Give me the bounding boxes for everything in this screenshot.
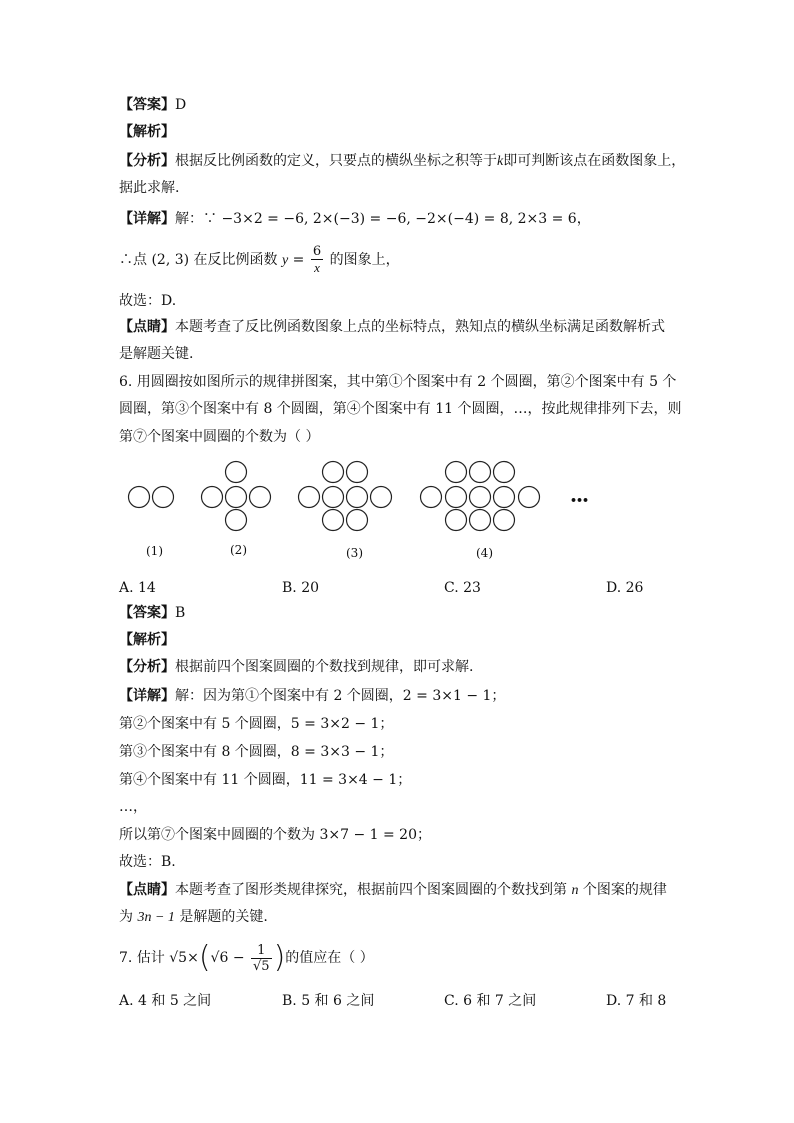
- q7-stem-line: [119, 938, 374, 978]
- q6-step-2: 第②个图案中有 5 个圆圈，5 = 3×2 − 1；: [119, 716, 394, 732]
- q5-xiangjie-line: [119, 210, 591, 228]
- therefore-eq: =: [288, 252, 309, 268]
- analysis-tag: 【解析】: [119, 124, 175, 140]
- pattern-4-circle: [494, 487, 515, 508]
- figure-label-1: (1): [146, 544, 163, 558]
- pattern-3-circle: [347, 462, 368, 483]
- xiangjie-tag: 【详解】: [119, 688, 175, 704]
- dianjing-text-1a: 本题考查了图形类规律探究，根据前四个图案圆圈的个数找到第: [175, 882, 572, 898]
- fraction-numerator: 6: [312, 244, 322, 259]
- dianjing-text-2a: 为: [119, 909, 138, 925]
- right-paren: ): [273, 940, 286, 975]
- pattern-3-circle: [371, 487, 392, 508]
- figure-label-2: (2): [230, 543, 247, 557]
- xiangjie-text: 解：∵ −3×2 = −6, 2×(−3) = −6, −2×(−4) = 8, 2×3 = 6，: [175, 211, 591, 227]
- q5-answer-line: [119, 96, 186, 114]
- xiangjie-text: 解：因为第①个图案中有 2 个圆圈，2 = 3×1 − 1；: [175, 688, 506, 704]
- q7-stem-pre: 7. 估计: [119, 950, 170, 966]
- q5-dianjing-line: [119, 318, 665, 336]
- q6-conclusion: 所以第⑦个图案中圆圈的个数为 3×7 − 1 = 20；: [119, 827, 431, 843]
- pattern-2-circle: [250, 487, 271, 508]
- pattern-3-circle: [347, 510, 368, 531]
- q7-option-b: B. 5 和 6 之间: [282, 993, 375, 1009]
- q5-fenxi-line: [119, 152, 685, 171]
- pattern-4-circle: [494, 510, 515, 531]
- q6-dianjing-line-2: [119, 908, 268, 927]
- pattern-2-circle: [202, 487, 223, 508]
- q7-sqrt5: √5: [169, 950, 188, 966]
- left-paren: (: [198, 940, 211, 975]
- fenxi-tag: 【分析】: [119, 153, 175, 169]
- pattern-3-circle: [323, 510, 344, 531]
- q5-analysis-tag: [119, 123, 175, 141]
- fraction-denominator: x: [314, 260, 320, 275]
- q5-therefore-line: [119, 240, 400, 281]
- pattern-1-circle: [153, 487, 174, 508]
- dianjing-text-1b: 个图案的规律: [578, 882, 667, 898]
- analysis-tag: 【解析】: [119, 632, 175, 648]
- q6-analysis-tag: [119, 631, 175, 649]
- pattern-4-circle: [519, 487, 540, 508]
- fraction-denominator: √5: [253, 958, 270, 974]
- q5-guxuan: 故选：D.: [119, 293, 177, 309]
- dianjing-tag: 【点睛】: [119, 882, 175, 898]
- fenxi-text-2: 即可判断该点在函数图象上，: [503, 153, 686, 169]
- q6-stem-line-1: 6. 用圆圈按如图所示的规律拼图案，其中第①个图案中有 2 个圆圈，第②个图案中有 5 个: [119, 374, 677, 390]
- q7-option-c: C. 6 和 7 之间: [444, 993, 537, 1009]
- q6-option-a: A. 14: [119, 580, 156, 596]
- dianjing-text-1: 本题考查了反比例函数图象上点的坐标特点，熟知点的横纵坐标满足函数解析式: [175, 319, 665, 335]
- q6-xiangjie-line: [119, 687, 505, 705]
- q6-fenxi-line: [119, 658, 473, 676]
- fraction-numerator: 1: [251, 943, 272, 959]
- q6-step-3: 第③个图案中有 8 个圆圈，8 = 3×3 − 1；: [119, 744, 394, 760]
- pattern-3-circle: [323, 487, 344, 508]
- q7-sqrt6: √6: [210, 950, 229, 966]
- pattern-1-circle: [129, 487, 150, 508]
- pattern-4-circle: [494, 462, 515, 483]
- q6-step-4: 第④个图案中有 11 个圆圈，11 = 3×4 − 1；: [119, 772, 412, 788]
- q7-times: ×: [187, 950, 199, 966]
- q7-option-a: A. 4 和 5 之间: [119, 993, 212, 1009]
- pattern-ellipsis: •••: [570, 494, 589, 507]
- q6-dianjing-line: [119, 881, 667, 900]
- q6-guxuan: 故选：B.: [119, 854, 176, 870]
- q6-option-b: B. 20: [282, 580, 320, 596]
- answer-tag: 【答案】: [119, 97, 175, 113]
- pattern-3-circle: [323, 462, 344, 483]
- q7-option-d: D. 7 和 8: [606, 993, 667, 1009]
- q6-stem-line-2: 圆圈，第③个图案中有 8 个圆圈，第④个图案中有 11 个圆圈，…，按此规律排列下去，则: [119, 401, 682, 417]
- fenxi-tag: 【分析】: [119, 659, 175, 675]
- pattern-2-circle: [226, 510, 247, 531]
- fenxi-text: 根据前四个图案圆圈的个数找到规律，即可求解.: [175, 659, 474, 675]
- q6-answer-line: [119, 604, 185, 622]
- answer-value: B: [175, 605, 186, 621]
- q7-minus: −: [228, 950, 250, 966]
- pattern-2-circle: [226, 462, 247, 483]
- answer-tag: 【答案】: [119, 605, 175, 621]
- pattern-3-circle: [299, 487, 320, 508]
- pattern-2-circle: [226, 487, 247, 508]
- fraction-6-over-x: [311, 244, 323, 276]
- pattern-4-circle: [446, 510, 467, 531]
- pattern-4-circle: [470, 487, 491, 508]
- q6-stem-line-3: 第⑦个图案中圆圈的个数为（ ）: [119, 429, 320, 445]
- q6-option-c: C. 23: [444, 580, 481, 596]
- dianjing-tag: 【点睛】: [119, 319, 175, 335]
- pattern-4-circle: [446, 462, 467, 483]
- dianjing-n: n: [571, 883, 579, 898]
- xiangjie-tag: 【详解】: [119, 211, 175, 227]
- pattern-4-circle: [421, 487, 442, 508]
- therefore-post: 的图象上，: [325, 252, 400, 268]
- fenxi-text-1: 根据反比例函数的定义，只要点的横纵坐标之积等于: [175, 153, 497, 169]
- dianjing-text-2b: 是解题的关键.: [174, 909, 268, 925]
- pattern-3-circle: [347, 487, 368, 508]
- figure-label-4: (4): [476, 546, 493, 560]
- therefore-pre: ∴点 (2, 3) 在反比例函数: [119, 252, 282, 268]
- pattern-4-circle: [470, 462, 491, 483]
- q5-fenxi-line-2: 据此求解.: [119, 180, 180, 196]
- fraction-1-over-sqrt5: [251, 943, 272, 974]
- pattern-4-circle: [446, 487, 467, 508]
- dianjing-expr: 3n − 1: [137, 910, 175, 925]
- fenxi-k: k: [497, 154, 504, 169]
- figure-label-3: (3): [346, 546, 363, 560]
- q5-dianjing-line-2: 是解题关键.: [119, 346, 194, 362]
- pattern-4-circle: [470, 510, 491, 531]
- therefore-y: y: [282, 253, 289, 268]
- q6-dots: …，: [119, 799, 147, 815]
- q7-stem-post: 的值应在（ ）: [285, 950, 374, 966]
- q6-option-d: D. 26: [606, 580, 644, 596]
- answer-value: D: [175, 97, 187, 113]
